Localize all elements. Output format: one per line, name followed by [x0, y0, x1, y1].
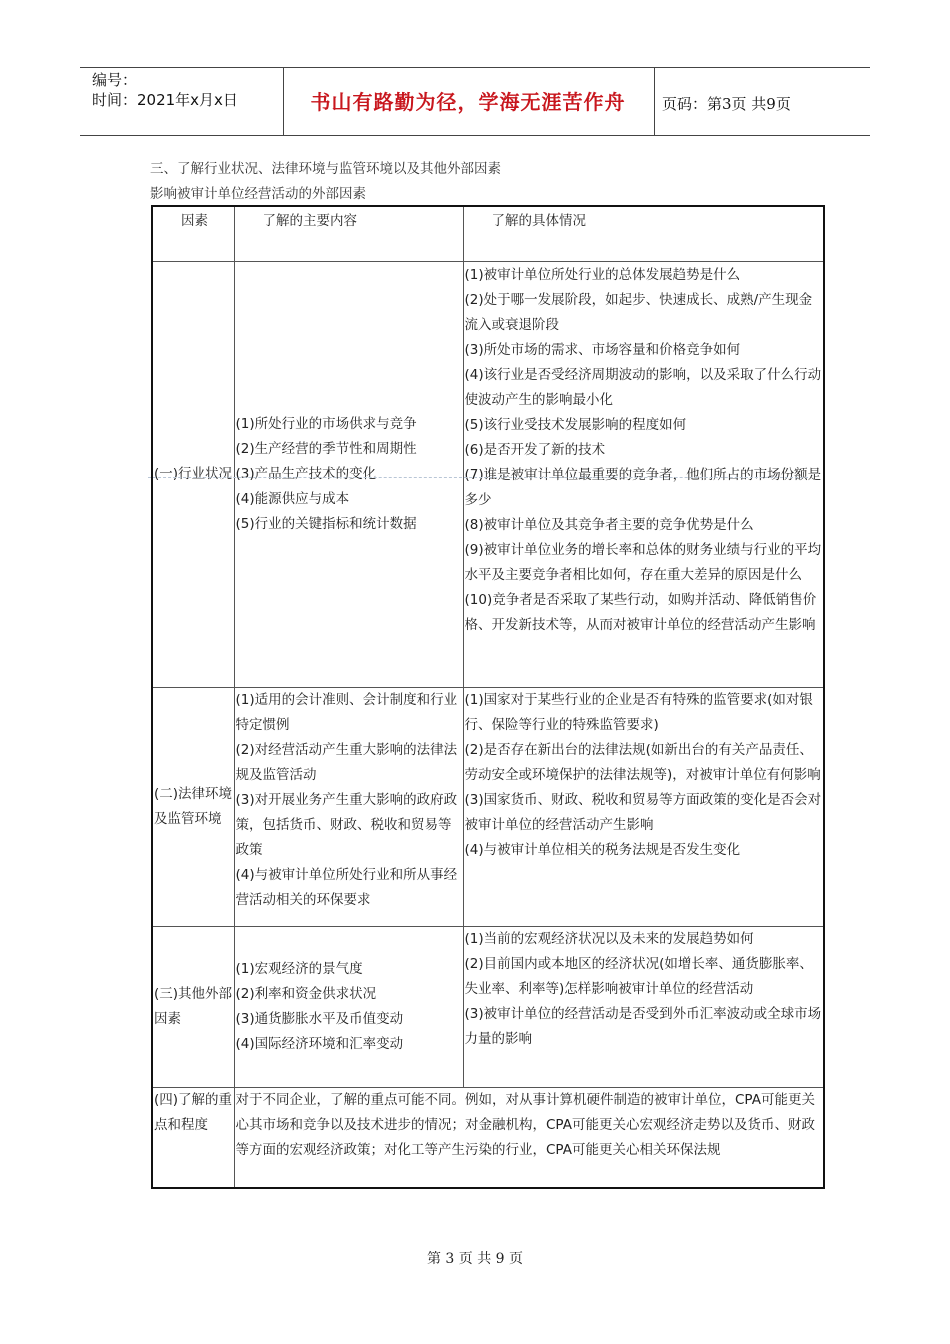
list-item: (3)国家货币、财政、税收和贸易等方面政策的变化是否会对被审计单位的经营活动产生影响 [464, 791, 822, 833]
list-item: (10)竞争者是否采取了某些行动，如购并活动、降低销售价格、开发新技术等，从而对被审计单位的经营活动产生影响 [464, 591, 817, 633]
details-industry [463, 261, 824, 687]
list-item: (4)与被审计单位所处行业和所从事经营活动相关的环保要求 [235, 866, 458, 908]
table-row-legal [152, 687, 824, 926]
table-row-other [152, 926, 824, 1087]
list-item: (8)被审计单位及其竞争者主要的竞争优势是什么 [464, 516, 754, 533]
document-date: 时间：2021年x月x日 [92, 91, 238, 109]
document-number-label: 编号： [92, 71, 138, 89]
list-item: (9)被审计单位业务的增长率和总体的财务业绩与行业的平均水平及主要竞争者相比如何，存在重大差异的原因是什么 [464, 541, 822, 583]
list-item: (4)国际经济环境和汇率变动 [235, 1035, 404, 1052]
header-details: 了解的具体情况 [463, 206, 824, 261]
main-content-industry [234, 261, 463, 687]
list-item: (3)被审计单位的经营活动是否受到外币汇率波动或全球市场力量的影响 [464, 1005, 822, 1047]
header-bottom-rule [80, 135, 870, 136]
list-item: (4)该行业是否受经济周期波动的影响，以及采取了什么行动使波动产生的影响最小化 [464, 366, 822, 408]
table-caption: 影响被审计单位经营活动的外部因素 [150, 186, 366, 202]
list-item: (1)国家对于某些行业的企业是否有特殊的监管要求(如对银行、保险等行业的特殊监管要求) [464, 691, 813, 733]
external-factors-table [151, 205, 825, 1189]
list-item: (5)行业的关键指标和统计数据 [235, 515, 417, 532]
header-main-content: 了解的主要内容 [234, 206, 463, 261]
list-item: (1)当前的宏观经济状况以及未来的发展趋势如何 [464, 930, 754, 947]
header-motto: 书山有路勤为径，学海无涯苦作舟 [310, 90, 626, 114]
list-item: (5)该行业受技术发展影响的程度如何 [464, 416, 687, 433]
list-item: (2)对经营活动产生重大影响的法律法规及监管活动 [235, 741, 458, 783]
list-item: (1)宏观经济的景气度 [235, 960, 363, 977]
main-content-legal [234, 687, 463, 926]
table-row-focus [152, 1087, 824, 1188]
list-item: (1)所处行业的市场供求与竞争 [235, 415, 417, 432]
list-item: (3)对开展业务产生重大影响的政府政策，包括货币、财政、税收和贸易等政策 [235, 791, 458, 858]
header-left [92, 70, 238, 110]
factor-legal: (二)法律环境及监管环境 [152, 687, 234, 926]
section-title: 三、了解行业状况、法律环境与监管环境以及其他外部因素 [150, 161, 501, 177]
list-item: (1)适用的会计准则、会计制度和行业特定惯例 [235, 691, 458, 733]
header-factor: 因素 [152, 206, 234, 261]
details-other [463, 926, 824, 1087]
list-item: (3)产品生产技术的变化 [235, 465, 377, 482]
list-item: (7)谁是被审计单位最重要的竞争者，他们所占的市场份额是多少 [464, 466, 822, 508]
list-item: (2)目前国内或本地区的经济状况(如增长率、通货膨胀率、失业率、利率等)怎样影响被审计单位的经营活动 [464, 955, 813, 997]
list-item: (2)处于哪一发展阶段，如起步、快速成长、成熟/产生现金流入或衰退阶段 [464, 291, 813, 333]
factor-industry: (一)行业状况 [152, 261, 234, 687]
list-item: (4)与被审计单位相关的税务法规是否发生变化 [464, 841, 741, 858]
list-item: (3)所处市场的需求、市场容量和价格竞争如何 [464, 341, 741, 358]
list-item: (1)被审计单位所处行业的总体发展趋势是什么 [464, 266, 741, 283]
table-row-industry [152, 261, 824, 687]
list-item: (4)能源供应与成本 [235, 490, 350, 507]
focus-text: 对于不同企业，了解的重点可能不同。例如，对从事计算机硬件制造的被审计单位，CPA可能更关心其市场和竞争以及技术进步的情况；对金融机构，CPA可能更关心宏观经济走势以及货币、财政等方面的宏观经济政策；对化工等产生污染的行业，CPA可能更关心相关环保法规 [234, 1087, 824, 1188]
page-footer: 第 3 页 共 9 页 [426, 1251, 524, 1267]
header-top-rule [80, 67, 870, 68]
list-item: (2)生产经营的季节性和周期性 [235, 440, 417, 457]
details-legal [463, 687, 824, 926]
factor-focus: (四)了解的重点和程度 [152, 1087, 234, 1188]
table-header-row [152, 206, 824, 261]
list-item: (6)是否开发了新的技术 [464, 441, 606, 458]
dotted-guide-line [148, 477, 808, 478]
list-item: (3)通货膨胀水平及币值变动 [235, 1010, 404, 1027]
header-divider-right [654, 67, 655, 136]
main-content-other [234, 926, 463, 1087]
factor-other: (三)其他外部因素 [152, 926, 234, 1087]
list-item: (2)利率和资金供求状况 [235, 985, 377, 1002]
list-item: (2)是否存在新出台的法律法规(如新出台的有关产品责任、劳动安全或环境保护的法律法规等)，对被审计单位有何影响 [464, 741, 821, 783]
header-page-info: 页码：第3页 共9页 [662, 95, 791, 113]
